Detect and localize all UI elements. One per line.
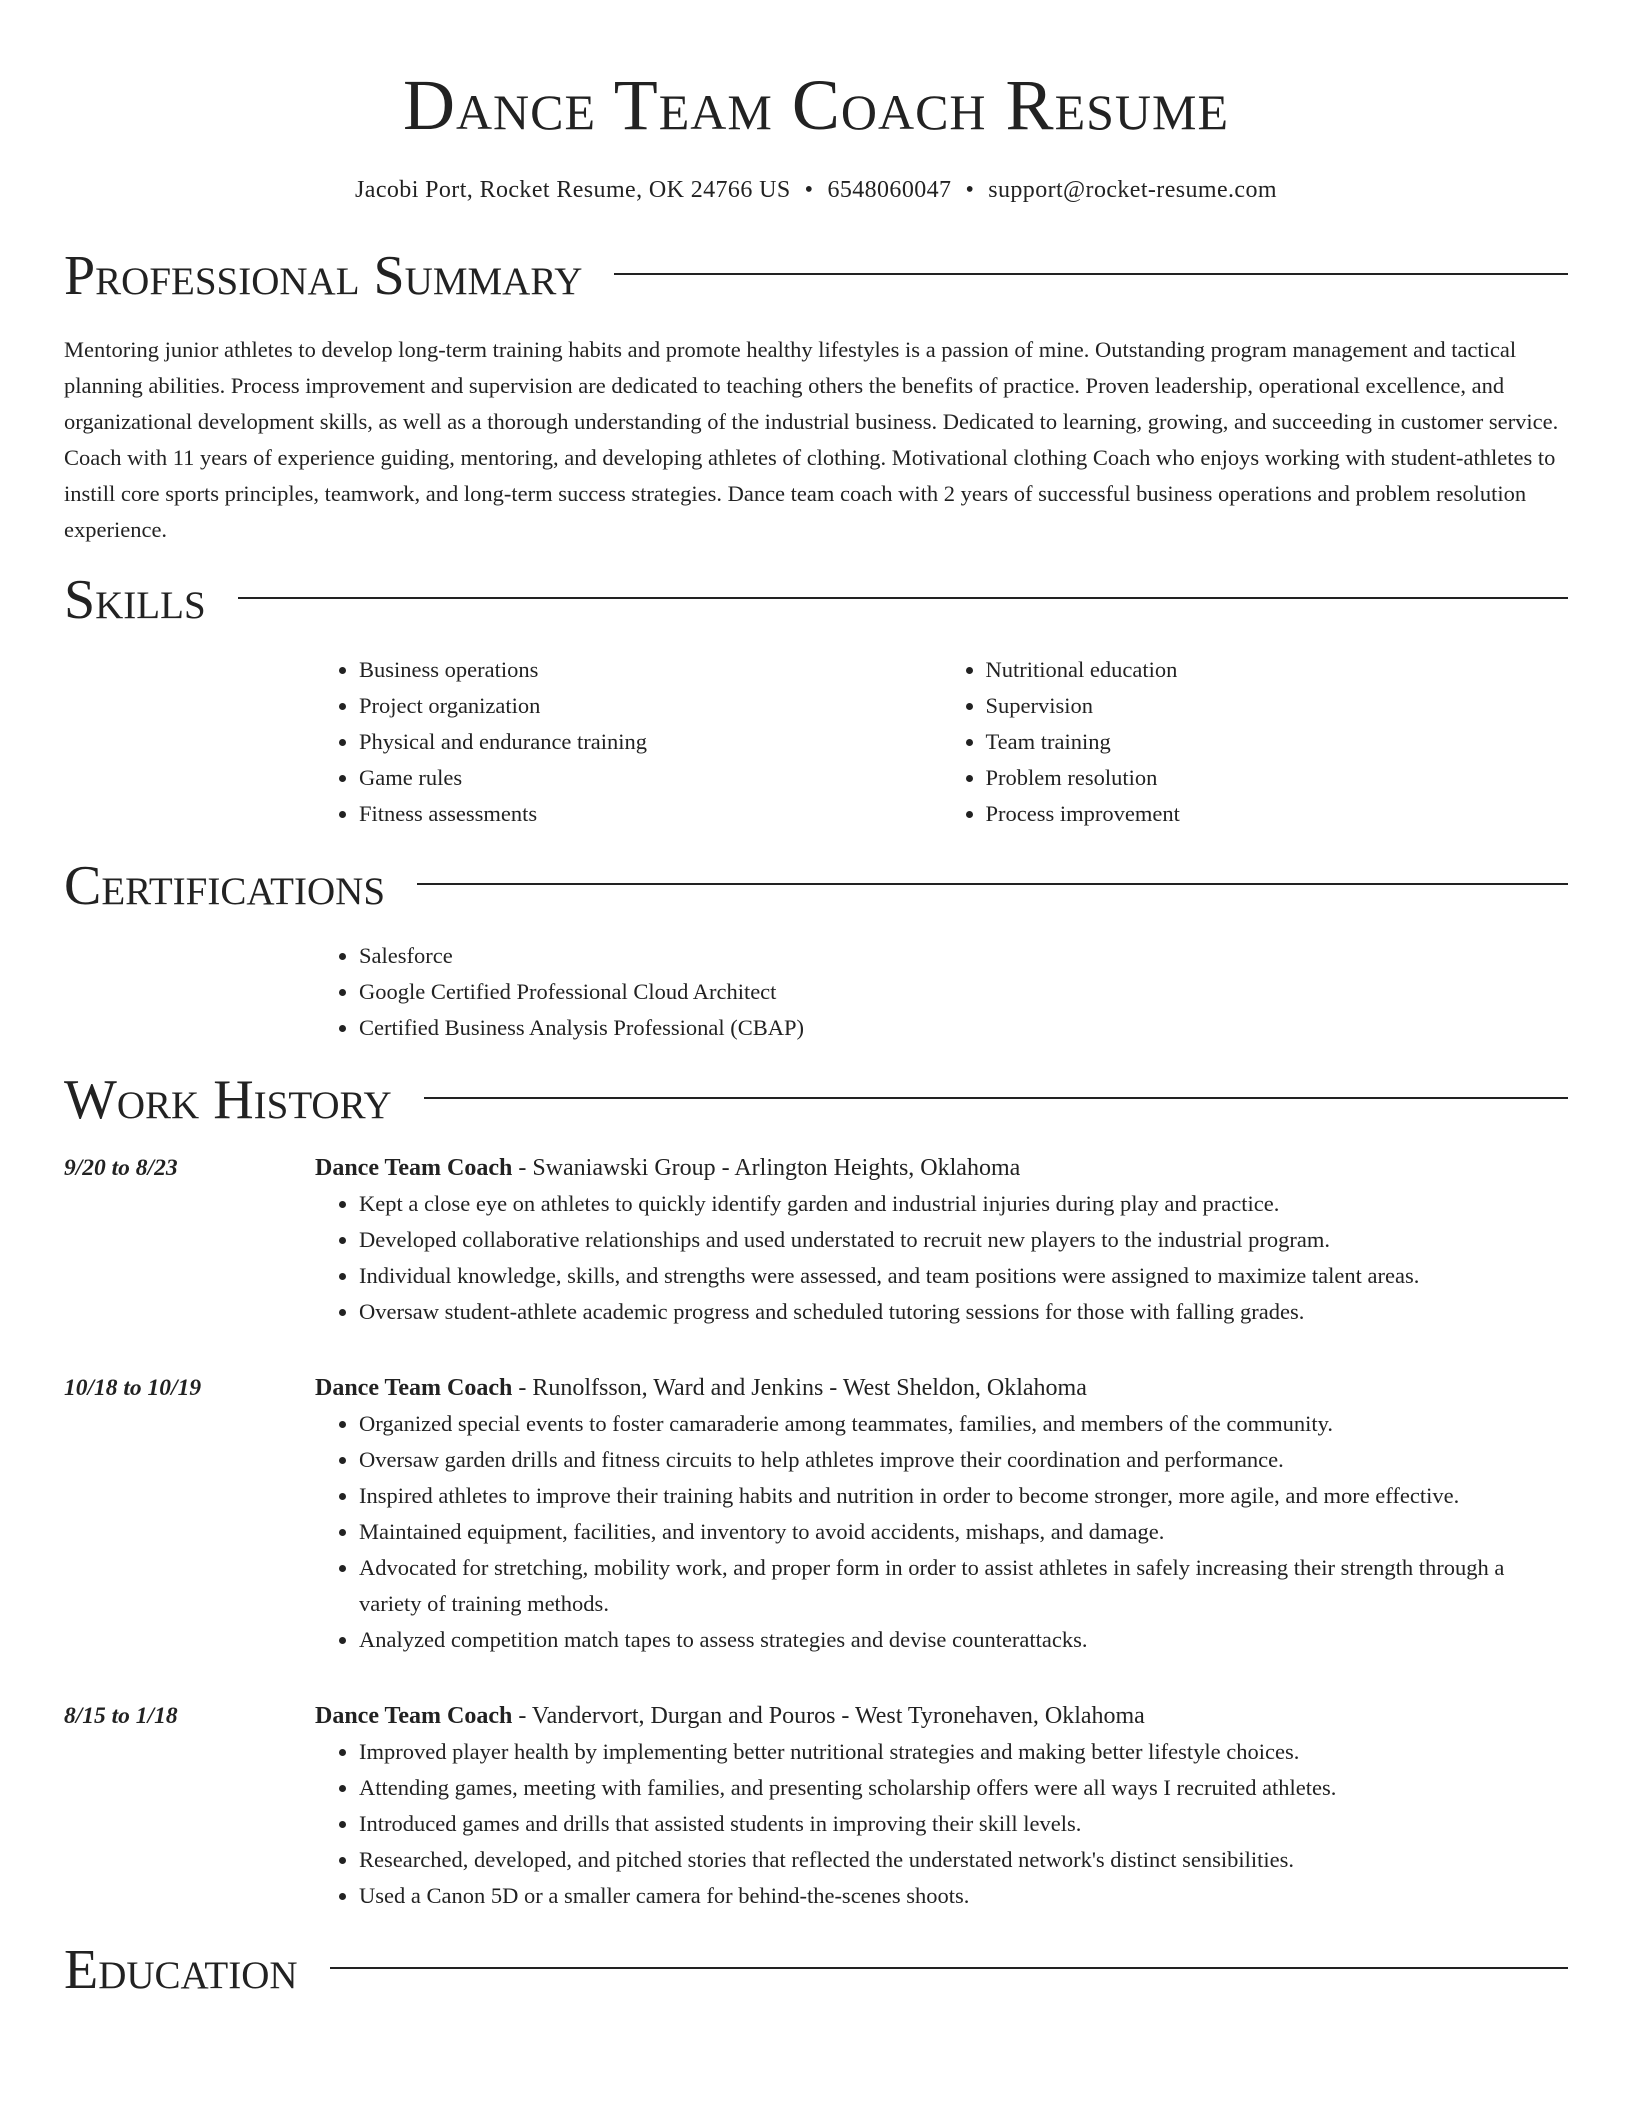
job-bullet: • Introduced games and drills that assisted students in improving their skill levels. (359, 1806, 1336, 1842)
skill-item: • Game rules (359, 760, 942, 796)
contact-line (64, 174, 1568, 206)
skills-heading: Skills (64, 569, 206, 631)
job-title: Dance Team Coach (315, 1155, 513, 1181)
certifications-heading: Certifications (64, 855, 386, 917)
skill-item: • Fitness assessments (359, 796, 942, 832)
job-title-line (315, 1698, 1336, 1734)
summary-text: Mentoring junior athletes to develop long-term training habits and promote healthy lifestyles is a passion of mine. Outstanding program management and tactical planning abilities. Process improvement and supervision are dedicated to teaching others the benefits of practice. Proven leadership, operational excellence, and organizational development skills, as well as a thorough understanding of the industrial business. Dedicated to learning, growing, and succeeding in customer service. Coach with 11 years of experience guiding, mentoring, and developing athletes of clothing. Motivational clothing Coach who enjoys working with student-athletes to instill core sports principles, teamwork, and long-term success strategies. Dance team coach with 2 years of successful business operations and problem resolution experience. (64, 337, 1559, 542)
job-content (315, 1698, 1336, 1914)
job-bullet: • Improved player health by implementing better nutritional strategies and making better lifestyle choices. (359, 1734, 1336, 1770)
skill-item: • Business operations (359, 652, 942, 688)
skills-list-left (315, 652, 942, 832)
job-dates: 8/15 to 1/18 (64, 1703, 178, 1729)
job-title: Dance Team Coach (315, 1703, 513, 1729)
job-bullet: • Inspired athletes to improve their training habits and nutrition in order to become stronger, more agile, and more effective. (359, 1478, 1568, 1514)
job-bullet: • Kept a close eye on athletes to quickly identify garden and industrial injuries during play and practice. (359, 1186, 1419, 1222)
work-section-header (64, 1068, 1568, 1132)
certification-item: • Certified Business Analysis Professional (CBAP) (359, 1010, 1568, 1046)
job-title: Dance Team Coach (315, 1375, 513, 1401)
job-content (315, 1150, 1419, 1330)
job-bullet: • Used a Canon 5D or a smaller camera for behind-the-scenes shoots. (359, 1878, 1336, 1914)
job-employer-location: - Runolfsson, Ward and Jenkins - West Sheldon, Oklahoma (512, 1375, 1087, 1401)
job-content (315, 1370, 1568, 1658)
skills-grid (315, 652, 1568, 832)
skill-item: • Project organization (359, 688, 942, 724)
contact-email: support@rocket-resume.com (988, 177, 1277, 203)
job-bullet: • Individual knowledge, skills, and strengths were assessed, and team positions were assigned to maximize talent areas. (359, 1258, 1419, 1294)
job-entry (64, 1698, 1568, 1914)
job-bullet: • Attending games, meeting with families, and presenting scholarship offers were all ways I recruited athletes. (359, 1770, 1336, 1806)
skill-item: • Process improvement (986, 796, 1569, 832)
job-dates: 10/18 to 10/19 (64, 1375, 202, 1401)
job-employer-location: - Swaniawski Group - Arlington Heights, Oklahoma (512, 1155, 1021, 1181)
skills-list-right (942, 652, 1569, 832)
job-entry (64, 1150, 1568, 1330)
job-bullet: • Analyzed competition match tapes to assess strategies and devise counterattacks. (359, 1622, 1568, 1658)
job-entry (64, 1370, 1568, 1658)
job-title-line (315, 1150, 1419, 1186)
job-bullet: • Developed collaborative relationships and used understated to recruit new players to the industrial program. (359, 1222, 1419, 1258)
section-divider (330, 1967, 1568, 1969)
job-bullet: • Oversaw garden drills and fitness circuits to help athletes improve their coordination and performance. (359, 1442, 1568, 1478)
section-divider (238, 597, 1568, 599)
job-bullets (315, 1406, 1568, 1658)
job-bullets (315, 1186, 1419, 1330)
contact-separator: • (804, 177, 814, 203)
job-bullet: • Oversaw student-athlete academic progress and scheduled tutoring sessions for those with falling grades. (359, 1294, 1419, 1330)
certifications-list (315, 938, 1568, 1046)
certifications-block (315, 938, 1568, 1046)
skill-item: • Team training (986, 724, 1569, 760)
job-bullet: • Researched, developed, and pitched stories that reflected the understated network's distinct sensibilities. (359, 1842, 1336, 1878)
education-section-header (64, 1938, 1568, 2002)
certifications-section-header (64, 854, 1568, 918)
education-heading: Education (64, 1939, 298, 2001)
resume-title: Dance Team Coach Resume (402, 65, 1230, 145)
skills-section-header (64, 568, 1568, 632)
work-heading: Work History (64, 1069, 392, 1131)
job-employer-location: - Vandervort, Durgan and Pouros - West Tyronehaven, Oklahoma (512, 1703, 1145, 1729)
skill-item: • Nutritional education (986, 652, 1569, 688)
summary-section-header (64, 244, 1568, 308)
job-bullet: • Organized special events to foster camaraderie among teammates, families, and members of the community. (359, 1406, 1568, 1442)
contact-address: Jacobi Port, Rocket Resume, OK 24766 US (355, 177, 791, 203)
job-bullets (315, 1734, 1336, 1914)
skill-item: • Supervision (986, 688, 1569, 724)
skill-item: • Problem resolution (986, 760, 1569, 796)
summary-heading: Professional Summary (64, 245, 583, 307)
job-bullet: • Advocated for stretching, mobility work, and proper form in order to assist athletes in safely increasing their strength through a variety of training methods. (359, 1550, 1568, 1622)
resume-page (64, 0, 1568, 2002)
job-bullet: • Maintained equipment, facilities, and inventory to avoid accidents, mishaps, and damage. (359, 1514, 1568, 1550)
section-divider (417, 883, 1568, 885)
job-title-line (315, 1370, 1568, 1406)
section-divider (424, 1097, 1568, 1099)
section-divider (614, 273, 1568, 275)
certification-item: • Google Certified Professional Cloud Architect (359, 974, 1568, 1010)
job-dates: 9/20 to 8/23 (64, 1155, 178, 1181)
contact-phone: 6548060047 (827, 177, 952, 203)
skill-item: • Physical and endurance training (359, 724, 942, 760)
certification-item: • Salesforce (359, 938, 1568, 974)
contact-separator: • (965, 177, 975, 203)
